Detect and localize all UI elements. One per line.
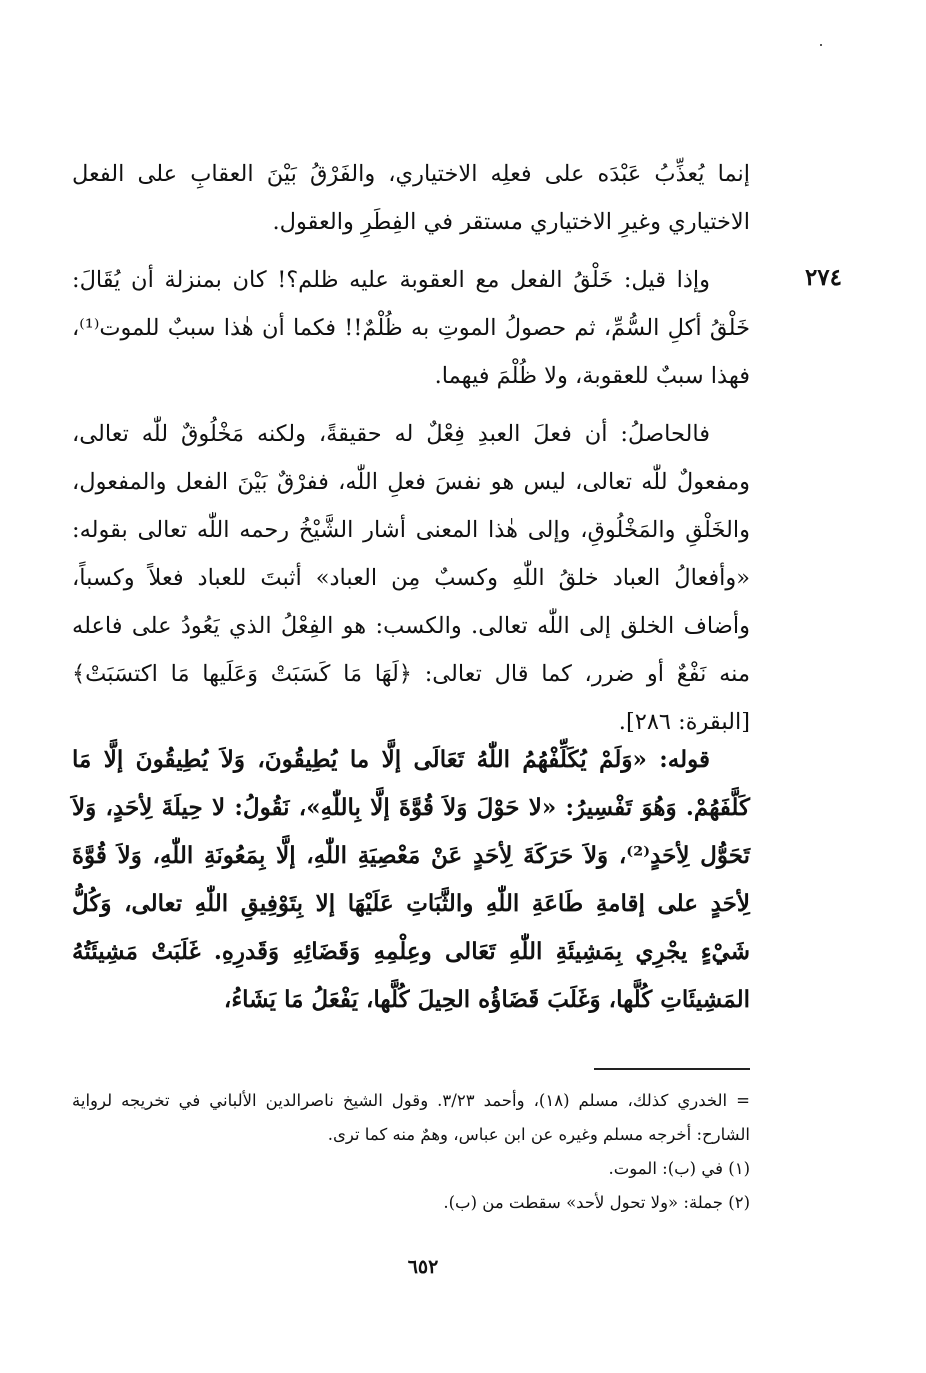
footnotes [72,1084,750,1220]
footnote-continuation: = الخدري كذلك، مسلم (١٨)، وأحمد ٣/٢٣. وقول الشيخ ناصرالدين الألباني في تخريجه لرواية الشارح: أخرجه مسلم وغيره عن ابن عباس، وهمٌ منه كما ترى. [72,1091,750,1144]
paragraph-4-quoted-creed [72,736,750,1024]
entry-number: ٢٧٤ [804,264,842,291]
paragraph-1-text: إنما يُعذِّبُ عَبْدَه على فعلِه الاختياري، والفَرْقُ بَيْنَ العقابِ على الفعل الاختياري وغيرِ الاختياري مستقر في الفِطَرِ والعقول. [72,161,750,235]
page-number: ٦٥٢ [407,1256,439,1278]
paragraph-2-text: وإذا قيل: خَلْقُ الفعل مع العقوبة عليه ظلم؟! كان بمنزلة أن يُقَالَ: خَلْقُ أكلِ السُّمِّ، ثم حصولُ الموتِ به ظُلْمٌ!! فكما أن هٰذا سببٌ للموت⁽¹⁾، فهذا سببٌ للعقوبة، ولا ظُلْمَ فيهما. [72,267,750,389]
paragraph-1 [72,150,750,246]
paragraph-3-text: فالحاصلُ: أن فعلَ العبدِ فِعْلٌ له حقيقةً، ولكنه مَخْلُوقٌ للّٰه تعالى، ومفعولٌ للّٰه تعالى، ليس هو نفسَ فعلِ اللّٰه، ففرْقٌ بَيْنَ الفعل والمفعول، والخَلْقِ والمَخْلُوقِ، وإلى هٰذا المعنى أشار الشَّيْخُ رحمه اللّٰه تعالى بقوله: «وأفعالُ العباد خلقُ اللّٰهِ وكسبٌ مِن العباد» أثبتَ للعباد فعلاً وكسباً، وأضاف الخلق إلى اللّٰه تعالى. والكسب: هو الفِعْلُ الذي يَعُودُ على فاعله منه نَفْعٌ أو ضرر، كما قال تعالى: ﴿لَهَا مَا كَسَبَتْ وَعَلَيها مَا اكتسَبَتْ﴾ [البقرة: ٢٨٦]. [72,421,750,735]
paragraph-2 [72,256,750,400]
footnote-1: (١) في (ب): الموت. [608,1159,750,1178]
paragraph-3 [72,410,750,746]
paragraph-4-text: قوله: «وَلَمْ يُكَلِّفْهُمُ اللّٰهُ تَعَالَى إلَّا ما يُطِيقُونَ، وَلاَ يُطِيقُونَ إلَّا مَا كَلَّفَهُمْ. وَهُوَ تَفْسِيرُ: «لا حَوْلَ وَلاَ قُوَّةَ إلَّا بِاللّٰهِ»، نَقُولُ: لا حِيلَةَ لِأحَدٍ، وَلاَ تَحَوُّل لِأحَدٍ⁽²⁾، وَلاَ حَرَكَةَ لِأحَدٍ عَنْ مَعْصِيَةِ اللّٰهِ، إلَّا بِمَعُونَةِ اللّٰهِ، وَلاَ قُوَّةَ لِأحَدٍ على إقامةِ طَاعَةِ اللّٰهِ والثَّبَاتِ عَلَيْهَا إلا بِتَوْفِيقِ اللّٰهِ تعالى، وَكُلُّ شَيْءٍ يجْرِي بِمَشِيئَةِ اللّٰهِ تَعَالى وعِلْمِهِ وَقَضَائِهِ وَقَدرِهِ. غَلَبَتْ مَشِيئَتُهُ المَشِيئَاتِ كُلَّها، وَغَلَبَ قَضَاؤُه الحِيلَ كُلَّها، يَفْعَلُ مَا يَشَاءُ، [72,746,751,1013]
scan-speck [820,44,822,46]
footnote-divider [594,1068,750,1070]
footnote-2: (٢) جملة: «ولا تحول لأحد» سقطت من (ب). [443,1193,750,1212]
